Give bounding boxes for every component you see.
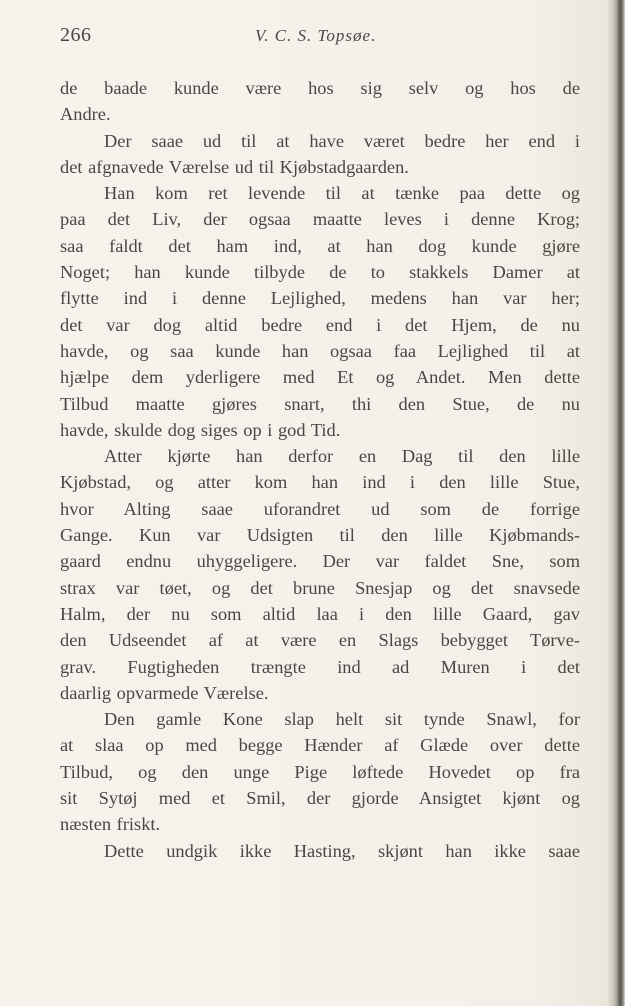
text-line: havde, skulde dog siges op i god Tid. [60, 419, 341, 440]
text-line: Der saae ud til at have været bedre her end i [104, 130, 580, 151]
page-edge [613, 0, 625, 1006]
text-line: at slaa op med begge Hænder af Glæde over dette [60, 735, 580, 756]
text-line: paa det Liv, der ogsaa maatte leves i denne Krog; [60, 209, 580, 230]
text-line: hvor Alting saae uforandret ud som de forrige [60, 498, 580, 519]
text-line: Atter kjørte han derfor en Dag til den lille [104, 446, 580, 467]
page-header [60, 24, 580, 52]
text-line: Den gamle Kone slap helt sit tynde Snawl, for [104, 709, 580, 730]
text-line: Gange. Kun var Udsigten til den lille Kjøbmands- [60, 525, 580, 546]
page-number: 266 [60, 24, 92, 46]
text-line: den Udseendet af at være en Slags bebygget Tørve- [60, 630, 580, 651]
text-line: saa faldt det ham ind, at han dog kunde gjøre [60, 235, 580, 256]
text-line: Halm, der nu som altid laa i den lille Gaard, gav [60, 603, 580, 624]
text-line: næsten friskt. [60, 814, 161, 835]
text-line: Han kom ret levende til at tænke paa dette og [104, 183, 580, 204]
text-line: Kjøbstad, og atter kom han ind i den lille Stue, [60, 472, 580, 493]
text-line: daarlig opvarmede Værelse. [60, 682, 269, 703]
text-line: Dette undgik ikke Hasting, skjønt han ikke saae [104, 840, 580, 861]
running-head: V. C. S. Topsøe. [255, 26, 377, 45]
text-line: det var dog altid bedre end i det Hjem, de nu [60, 314, 580, 335]
text-line: de baade kunde være hos sig selv og hos de [60, 78, 580, 98]
text-line: Tilbud maatte gjøres snart, thi den Stue, de nu [60, 393, 580, 414]
text-line: havde, og saa kunde han ogsaa faa Lejlighed til at [60, 340, 580, 361]
text-line: det afgnavede Værelse ud til Kjøbstadgaarden. [60, 156, 409, 177]
text-line: grav. Fugtigheden trængte ind ad Muren i det [60, 656, 580, 677]
text-line: Tilbud, og den unge Pige løftede Hovedet op fra [60, 761, 580, 782]
text-line: gaard endnu uhyggeligere. Der var faldet Sne, som [60, 551, 580, 572]
text-line: sit Sytøj med et Smil, der gjorde Ansigtet kjønt og [60, 788, 580, 809]
text-line: flytte ind i denne Lejlighed, medens han var her; [60, 288, 580, 309]
body-text [60, 75, 580, 864]
text-line: Andre. [60, 104, 111, 125]
text-line: Noget; han kunde tilbyde de to stakkels Damer at [60, 262, 580, 283]
text-line: hjælpe dem yderligere med Et og Andet. Men dette [60, 367, 580, 388]
text-line: strax var tøet, og det brune Snesjap og det snavsede [60, 577, 580, 598]
